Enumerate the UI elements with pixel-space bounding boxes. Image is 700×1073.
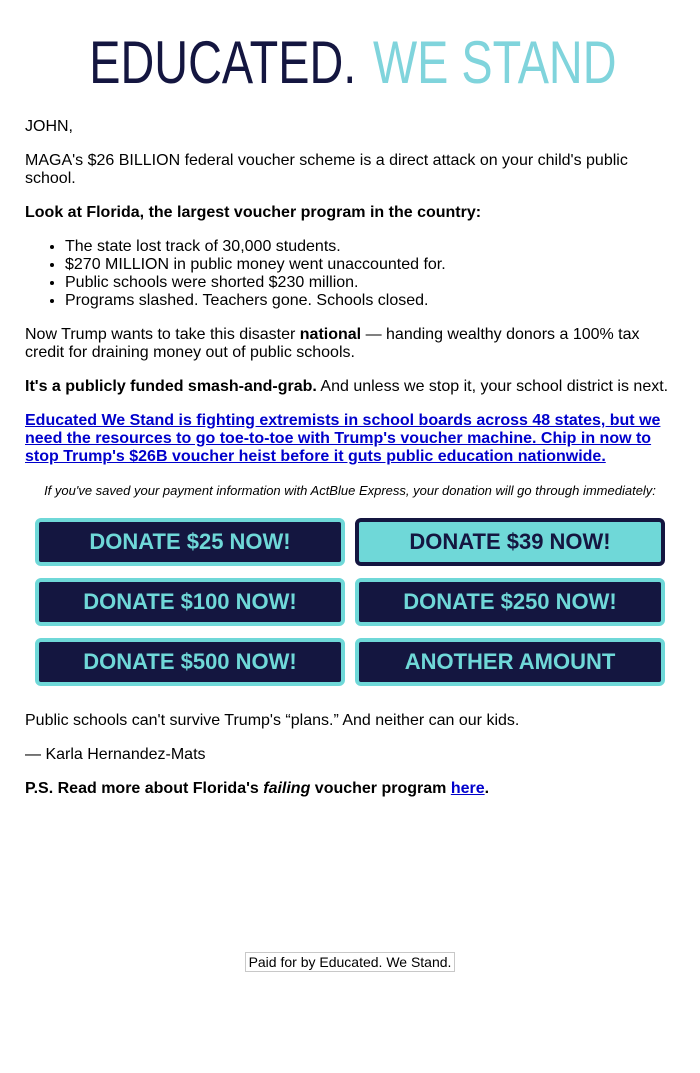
donate-100-button[interactable]: DONATE $100 NOW! xyxy=(35,578,345,626)
another-amount-button[interactable]: ANOTHER AMOUNT xyxy=(355,638,665,686)
national-paragraph: Now Trump wants to take this disaster national — handing wealthy donors a 100% tax credit for draining money out of public schools. xyxy=(25,326,640,361)
smash-grab-paragraph: It's a publicly funded smash-and-grab. And unless we stop it, your school district is next. xyxy=(25,378,669,395)
intro-paragraph: MAGA's $26 BILLION federal voucher scheme is a direct attack on your child's public school. xyxy=(25,152,628,187)
email-content xyxy=(25,118,675,814)
donate-250-button[interactable]: DONATE $250 NOW! xyxy=(355,578,665,626)
footer xyxy=(0,952,700,972)
greeting: JOHN, xyxy=(25,118,73,135)
actblue-note: If you've saved your payment information with ActBlue Express, your donation will go through immediately: xyxy=(44,483,656,498)
list-item: • Public schools were shorted $230 million. xyxy=(65,274,675,292)
donate-25-button[interactable]: DONATE $25 NOW! xyxy=(35,518,345,566)
florida-heading: Look at Florida, the largest voucher program in the country: xyxy=(25,204,482,221)
paid-for-disclaimer: Paid for by Educated. We Stand. xyxy=(245,952,456,972)
list-item: • $270 MILLION in public money went unaccounted for. xyxy=(65,256,675,274)
donate-500-button[interactable]: DONATE $500 NOW! xyxy=(35,638,345,686)
signature: — Karla Hernandez-Mats xyxy=(25,746,206,763)
list-item: • Programs slashed. Teachers gone. Schools closed. xyxy=(65,292,675,310)
logo-light-text: WE STAND xyxy=(373,29,617,96)
closing-paragraph: Public schools can't survive Trump's “plans.” And neither can our kids. xyxy=(25,712,520,729)
florida-facts-list xyxy=(25,238,675,310)
ps-here-link[interactable]: here xyxy=(450,780,485,797)
donate-buttons xyxy=(35,518,675,686)
logo-dark-text: EDUCATED. xyxy=(89,29,357,96)
list-item: • The state lost track of 30,000 students. xyxy=(65,238,675,256)
donate-39-button[interactable]: DONATE $39 NOW! xyxy=(355,518,665,566)
cta-paragraph xyxy=(25,412,675,466)
logo xyxy=(0,28,700,98)
ps-paragraph: P.S. Read more about Florida's failing voucher program here. xyxy=(25,780,490,797)
cta-link[interactable]: Educated We Stand is fighting extremists in school boards across 48 states, but we need the resources to go toe-to-toe with Trump's voucher machine. Chip in now to stop Trump's $26B voucher heist before it guts public education nationwide. xyxy=(25,412,661,465)
